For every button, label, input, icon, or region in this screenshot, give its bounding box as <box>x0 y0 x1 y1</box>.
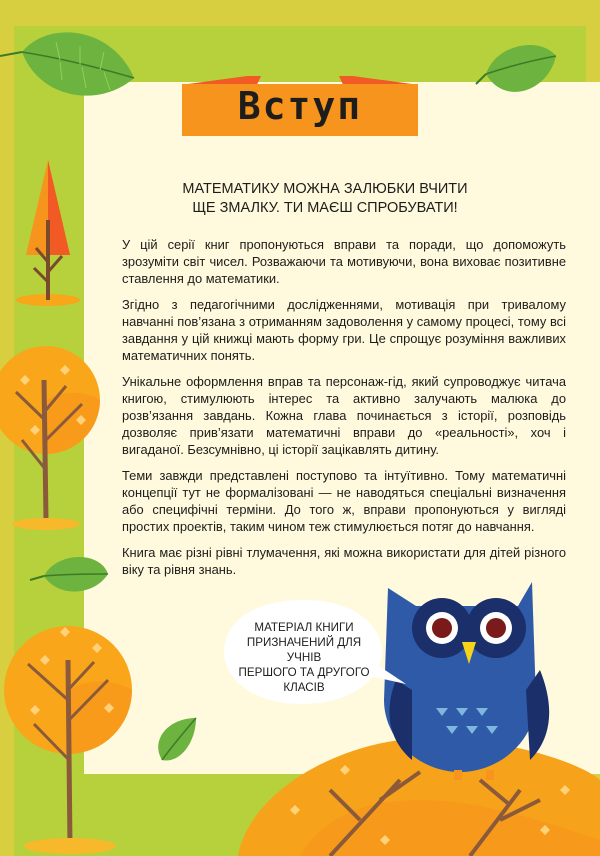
speech-bubble-text <box>236 620 372 695</box>
paragraph-1: У цій серії книг пропонуються вправи та поради, що допоможуть зрозуміти світ чисел. Розважаючи та мотивуючи, вона виховає позитивне ставлення до математики. <box>122 237 566 286</box>
intro-heading <box>160 180 490 218</box>
paragraph-4: Теми завжди представлені поступово та інтуїтивно. Тому математичні концепції тут не формалізовані — не наводяться спеціальні визначення або специфічні терміни. До того ж, вправи пропонуються у вигляді простих проектів, таким чином теж стимулюється потяг до навчання. <box>122 468 566 534</box>
speech-bubble-line-4: КЛАСІВ <box>283 681 325 694</box>
leaf-small-bottom-icon <box>158 718 196 760</box>
leaf-top-left-icon <box>0 32 134 95</box>
page-title: Вступ <box>237 84 363 128</box>
intro-heading-line-1: МАТЕМАТИКУ МОЖНА ЗАЛЮБКИ ВЧИТИ <box>182 181 468 197</box>
round-tree-left-icon <box>0 346 100 530</box>
round-tree-bottom-icon <box>4 626 132 854</box>
intro-body <box>122 236 566 587</box>
pine-tree-icon <box>16 160 80 306</box>
speech-bubble-line-3: ПЕРШОГО ТА ДРУГОГО <box>238 666 370 679</box>
speech-bubble-line-1: МАТЕРІАЛ КНИГИ <box>254 621 354 634</box>
intro-heading-line-2: ЩЕ ЗМАЛКУ. ТИ МАЄШ СПРОБУВАТИ! <box>192 200 458 216</box>
paragraph-2: Згідно з педагогічними дослідженнями, мотивація при тривалому навчанні пов’язана з отриманням задоволення у самому процесі, тому всі завдання у цій книжці мають форму гри. Це спрощує розуміння важливих математичних понять. <box>122 297 566 363</box>
leaf-middle-left-icon <box>30 557 108 592</box>
paragraph-5: Книга має різні рівні тлумачення, які можна використати для дітей різного віку та рівня знань. <box>122 545 566 577</box>
leaf-top-right-icon <box>476 45 556 92</box>
speech-bubble-line-2: ПРИЗНАЧЕНИЙ ДЛЯ УЧНІВ <box>246 636 362 664</box>
paragraph-3: Унікальне оформлення вправ та персонаж-гід, який супроводжує читача книгою, стимулюють інтерес та активно залучають малюка до розв’язання завдань. Кожна глава починається з історії, розповідь дозволяє прив’язати математичні вправи до «реальності», хоч і вигаданої. Безсумнівно, ці історії зацікавлять дитину. <box>122 374 566 457</box>
